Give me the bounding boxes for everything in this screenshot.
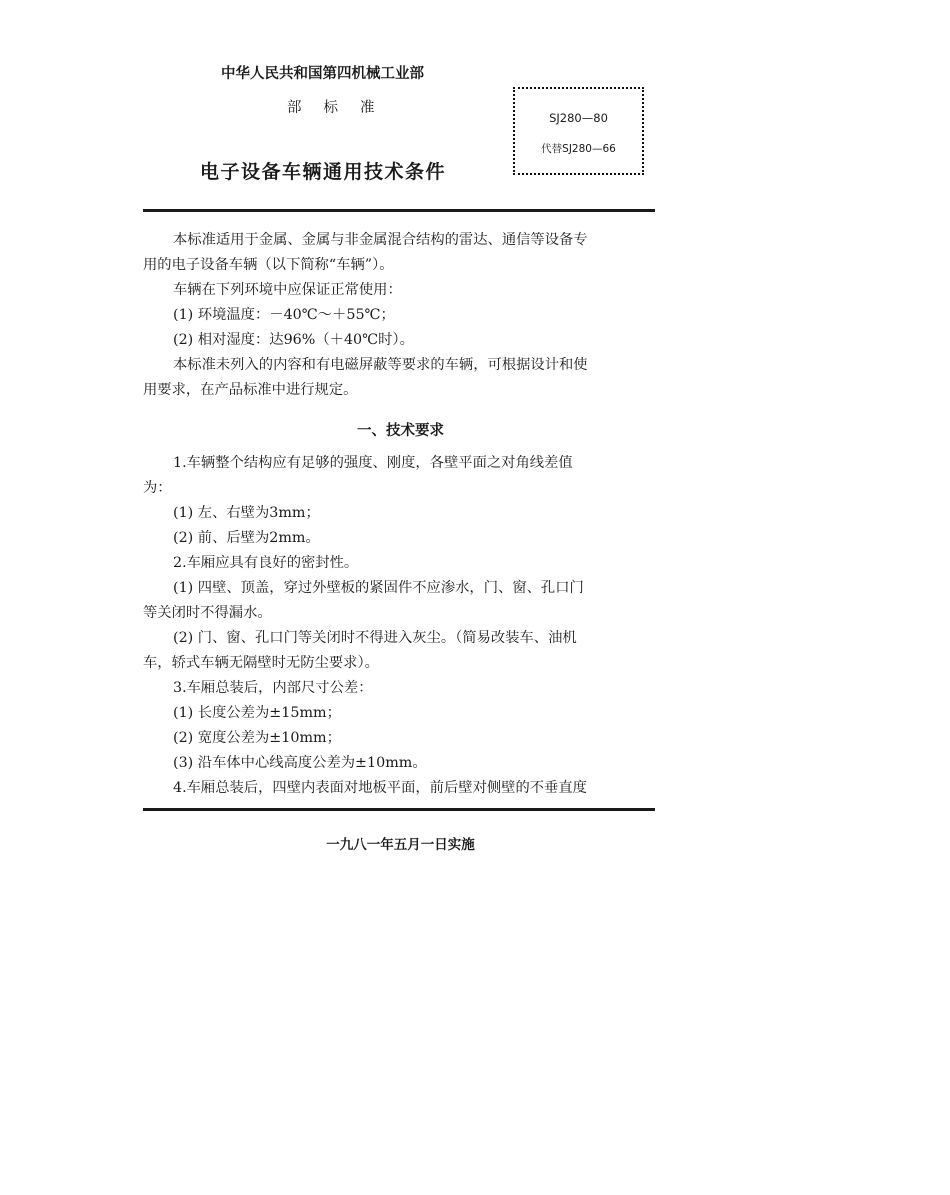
text-line: 用要求，在产品标准中进行规定。 — [143, 382, 358, 398]
section-body — [143, 451, 658, 801]
replaces-code: 代替SJ280—66 — [541, 143, 616, 155]
sub-item: (1) 长度公差为±15mm； — [173, 705, 341, 721]
env-item-humidity: (2) 相对湿度：达96%（＋40℃时）。 — [173, 332, 414, 348]
text-line: 本标准未列入的内容和有电磁屏蔽等要求的车辆，可根据设计和使 — [173, 357, 588, 373]
effective-date: 一九八一年五月一日实施 — [326, 837, 475, 853]
text-line: 为： — [143, 480, 172, 496]
item-2: 2.车厢应具有良好的密封性。 — [173, 555, 359, 571]
text-line: 车，轿式车辆无隔壁时无防尘要求）。 — [143, 655, 379, 671]
section-heading: 一、技术要求 — [357, 423, 444, 439]
bottom-divider — [143, 808, 655, 811]
intro-paragraph-scope — [143, 228, 658, 403]
text-line: 车辆在下列环境中应保证正常使用： — [173, 282, 402, 298]
item-1: 1.车辆整个结构应有足够的强度、刚度，各壁平面之对角线差值 — [173, 455, 573, 471]
top-divider — [143, 209, 655, 212]
text-line: 本标准适用于金属、金属与非金属混合结构的雷达、通信等设备专 — [173, 232, 588, 248]
sub-item: (2) 宽度公差为±10mm； — [173, 730, 341, 746]
item-4: 4.车厢总装后，四壁内表面对地板平面，前后壁对侧壁的不垂直度 — [173, 780, 587, 796]
sub-item: (1) 四壁、顶盖，穿过外壁板的紧固件不应渗水，门、窗、孔口门 — [173, 580, 584, 596]
standard-type: 部标准 — [287, 100, 397, 116]
ministry-name: 中华人民共和国第四机械工业部 — [221, 66, 424, 82]
env-item-temperature: (1) 环境温度：－40℃～＋55℃； — [173, 307, 395, 323]
document-title: 电子设备车辆通用技术条件 — [200, 161, 447, 183]
sub-item: (2) 门、窗、孔口门等关闭时不得进入灰尘。（简易改装车、油机 — [173, 630, 577, 646]
sub-item: (3) 沿车体中心线高度公差为±10mm。 — [173, 755, 427, 771]
sub-item: (2) 前、后壁为2mm。 — [173, 530, 320, 546]
text-line: 用的电子设备车辆（以下简称“车辆”）。 — [143, 257, 394, 273]
standard-code: SJ280—80 — [549, 111, 608, 125]
sub-item: (1) 左、右壁为3mm； — [173, 505, 320, 521]
text-line: 等关闭时不得漏水。 — [143, 605, 272, 621]
standard-number-box — [513, 87, 644, 175]
item-3: 3.车厢总装后，内部尺寸公差： — [173, 680, 373, 696]
